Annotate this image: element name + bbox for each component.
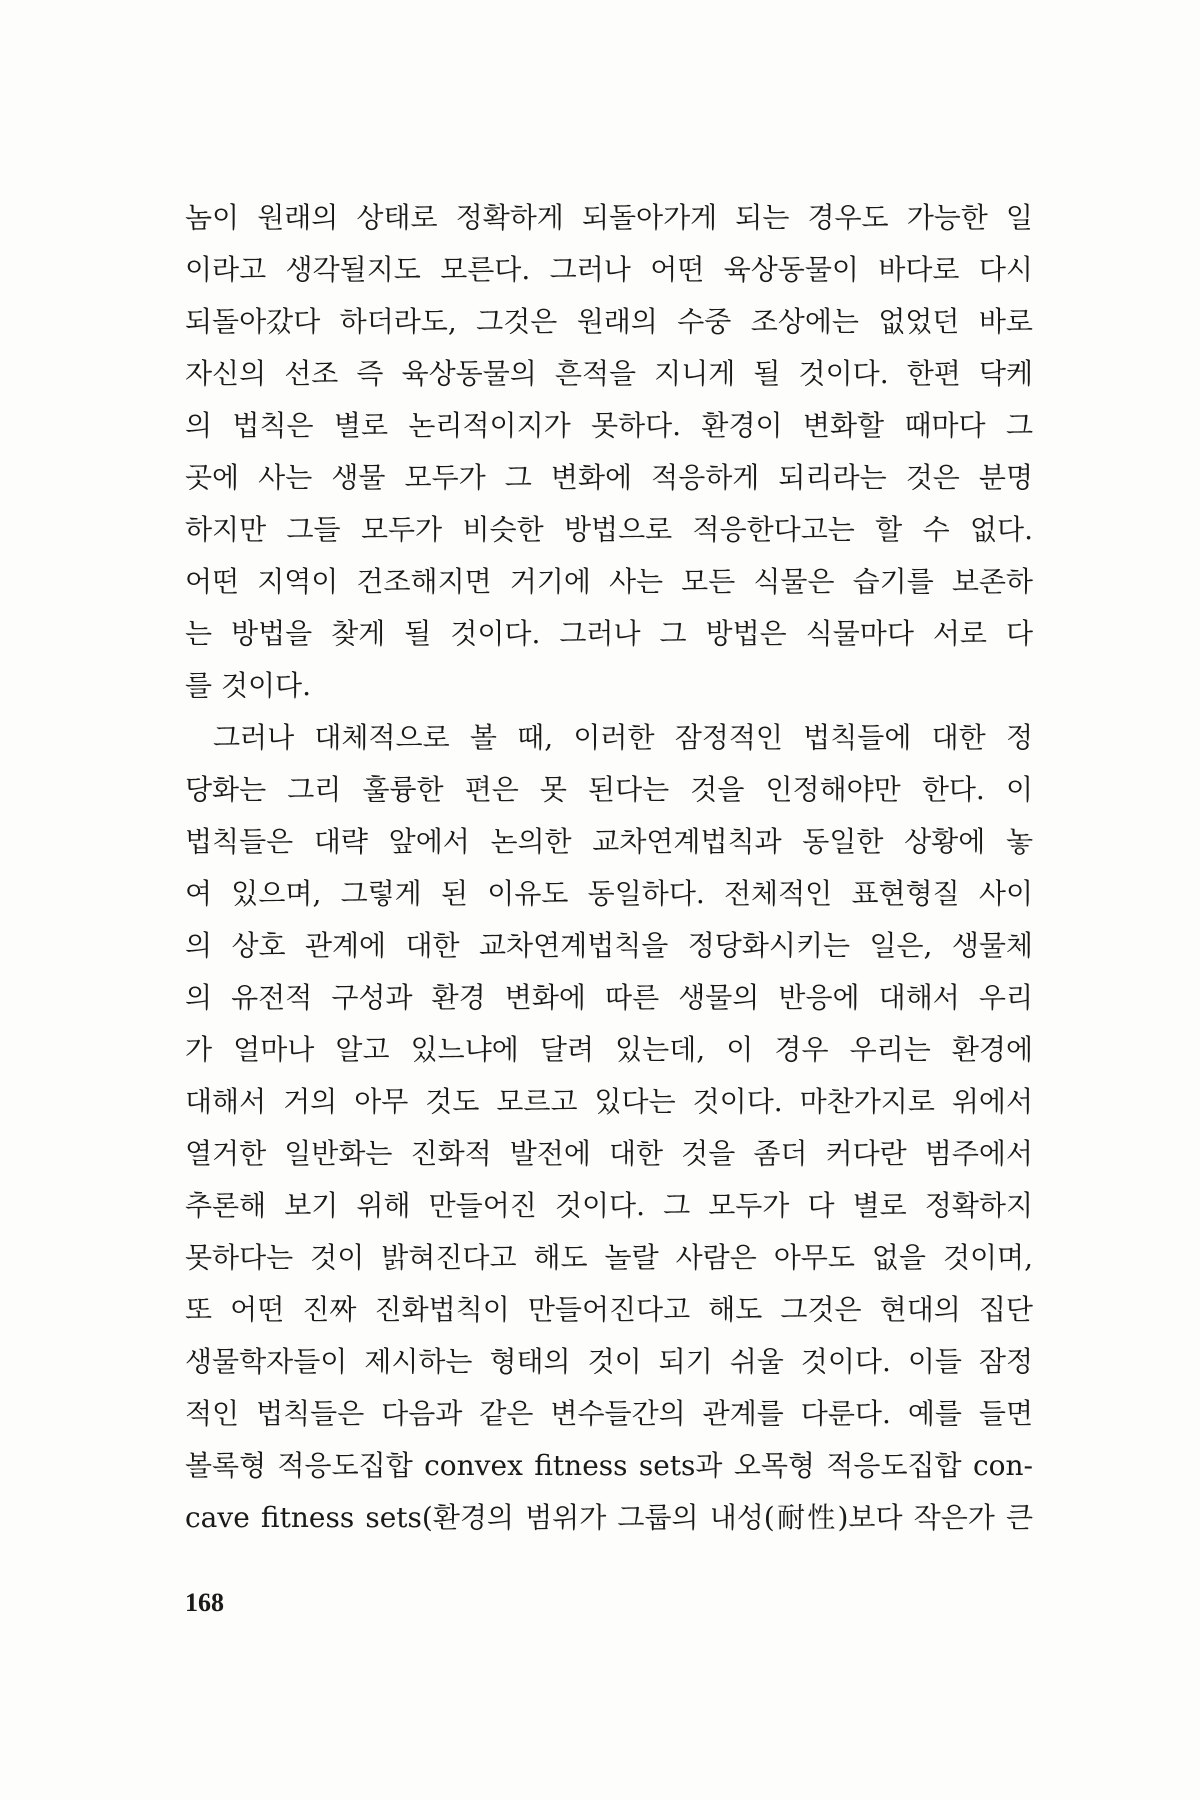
text-line: 당화는 그리 훌륭한 편은 못 된다는 것을 인정해야만 한다. 이 bbox=[185, 773, 1033, 806]
text-line: 의 유전적 구성과 환경 변화에 따른 생물의 반응에 대해서 우리 bbox=[185, 981, 1033, 1014]
paragraph-start-line: 그러나 대체적으로 볼 때, 이러한 잠정적인 법칙들에 대한 정 bbox=[213, 721, 1033, 754]
body-text bbox=[185, 192, 1033, 1544]
page-number: 168 bbox=[185, 1588, 224, 1617]
text-line: 의 상호 관계에 대한 교차연계법칙을 정당화시키는 일은, 생물체 bbox=[185, 929, 1033, 962]
text-line: 되돌아갔다 하더라도, 그것은 원래의 수중 조상에는 없었던 바로 bbox=[185, 305, 1033, 338]
text-line: 법칙들은 대략 앞에서 논의한 교차연계법칙과 동일한 상황에 놓 bbox=[185, 825, 1033, 858]
text-line: 또 어떤 진짜 진화법칙이 만들어진다고 해도 그것은 현대의 집단 bbox=[185, 1293, 1033, 1326]
text-line: 놈이 원래의 상태로 정확하게 되돌아가게 되는 경우도 가능한 일 bbox=[185, 201, 1033, 234]
text-line: 못하다는 것이 밝혀진다고 해도 놀랄 사람은 아무도 없을 것이며, bbox=[185, 1241, 1033, 1274]
text-line: cave fitness sets(환경의 범위가 그룹의 내성(耐性)보다 작은가 큰 bbox=[185, 1501, 1033, 1534]
text-line: 가 얼마나 알고 있느냐에 달려 있는데, 이 경우 우리는 환경에 bbox=[185, 1033, 1033, 1066]
text-line: 곳에 사는 생물 모두가 그 변화에 적응하게 되리라는 것은 분명 bbox=[185, 461, 1033, 494]
text-line: 볼록형 적응도집합 convex fitness sets과 오목형 적응도집합 con- bbox=[185, 1449, 1033, 1482]
text-line: 생물학자들이 제시하는 형태의 것이 되기 쉬울 것이다. 이들 잠정 bbox=[185, 1345, 1033, 1378]
text-line: 추론해 보기 위해 만들어진 것이다. 그 모두가 다 별로 정확하지 bbox=[185, 1189, 1033, 1222]
text-line: 열거한 일반화는 진화적 발전에 대한 것을 좀더 커다란 범주에서 bbox=[185, 1137, 1033, 1170]
text-line: 의 법칙은 별로 논리적이지가 못하다. 환경이 변화할 때마다 그 bbox=[185, 409, 1033, 442]
text-line: 여 있으며, 그렇게 된 이유도 동일하다. 전체적인 표현형질 사이 bbox=[185, 877, 1033, 910]
text-line: 를 것이다. bbox=[185, 669, 311, 702]
text-line: 적인 법칙들은 다음과 같은 변수들간의 관계를 다룬다. 예를 들면 bbox=[185, 1397, 1033, 1430]
text-line: 대해서 거의 아무 것도 모르고 있다는 것이다. 마찬가지로 위에서 bbox=[185, 1085, 1033, 1118]
text-line: 하지만 그들 모두가 비슷한 방법으로 적응한다고는 할 수 없다. bbox=[185, 513, 1033, 546]
text-line: 는 방법을 찾게 될 것이다. 그러나 그 방법은 식물마다 서로 다 bbox=[185, 617, 1033, 650]
text-line: 자신의 선조 즉 육상동물의 흔적을 지니게 될 것이다. 한편 닥케 bbox=[185, 357, 1033, 390]
text-line: 이라고 생각될지도 모른다. 그러나 어떤 육상동물이 바다로 다시 bbox=[185, 253, 1033, 286]
text-line: 어떤 지역이 건조해지면 거기에 사는 모든 식물은 습기를 보존하 bbox=[185, 565, 1033, 598]
